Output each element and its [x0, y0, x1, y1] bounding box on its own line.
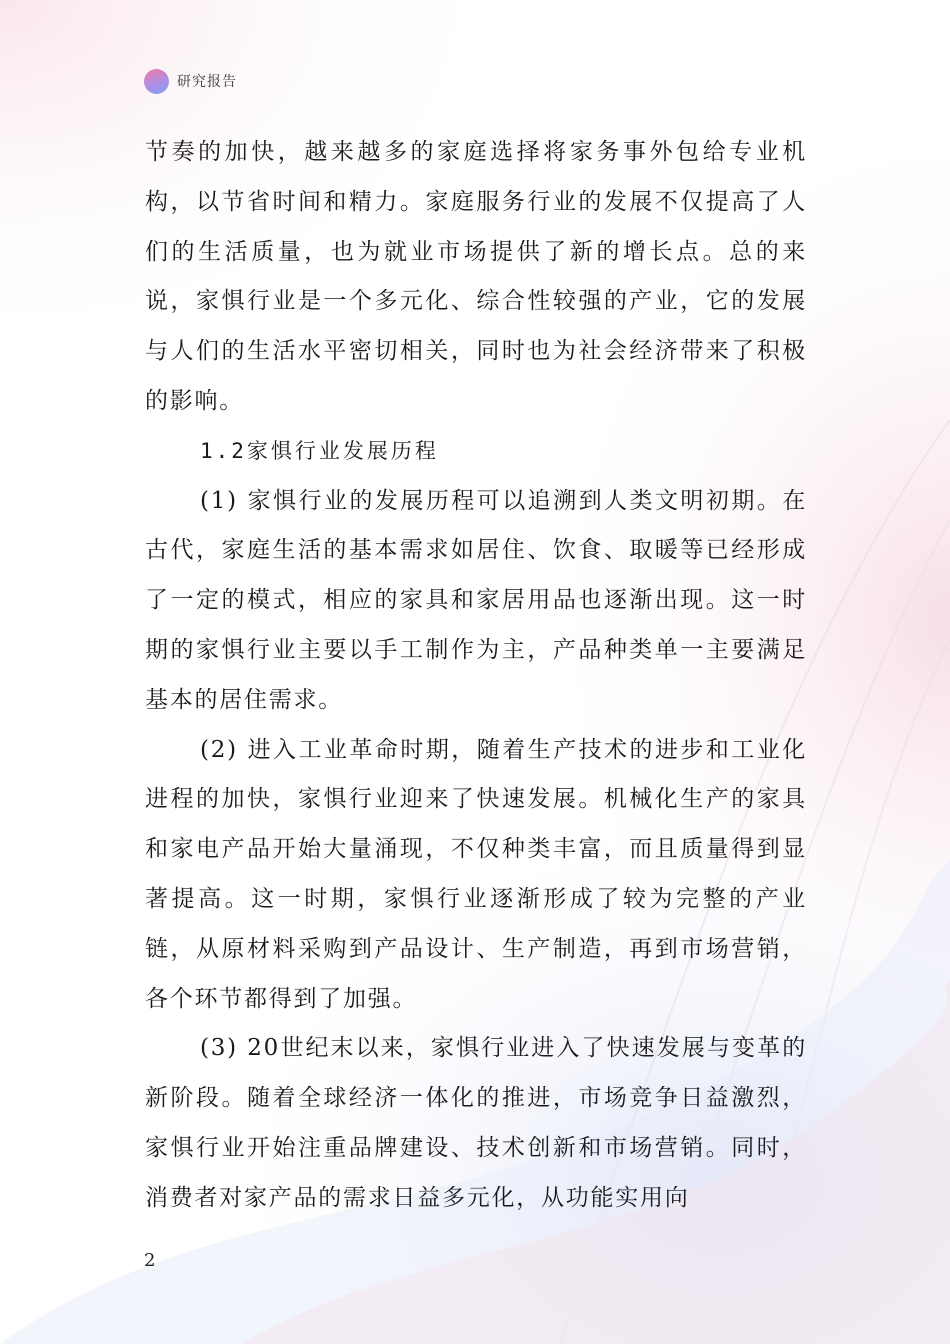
paragraph-history-2: (2) 进入工业革命时期，随着生产技术的进步和工业化进程的加快，家惧行业迎来了快速发展。机械化生产的家具和家电产品开始大量涌现，不仅种类丰富，而且质量得到显著提高。这一时期，家惧行业逐渐形成了较为完整的产业链，从原材料采购到产品设计、生产制造，再到市场营销，各个环节都得到了加强。: [145, 736, 807, 1012]
paragraph-history-3: (3) 20世纪末以来，家惧行业进入了快速发展与变革的新阶段。随着全球经济一体化的推进，市场竞争日益激烈，家惧行业开始注重品牌建设、技术创新和市场营销。同时，消费者对家产品的需求日益多元化，从功能实用向: [145, 1035, 807, 1211]
document-body: [145, 128, 807, 1224]
paragraph-history-1: (1) 家惧行业的发展历程可以追溯到人类文明初期。在古代，家庭生活的基本需求如居住、饮食、取暖等已经形成了一定的模式，相应的家具和家居用品也逐渐出现。这一时期的家惧行业主要以手工制作为主，产品种类单一主要满足基本的居住需求。: [145, 487, 807, 713]
report-header: [144, 68, 237, 94]
section-heading: 1.2家惧行业发展历程: [200, 438, 439, 463]
page-number: 2: [144, 1250, 156, 1271]
header-title: 研究报告: [177, 74, 237, 90]
paragraph-intro-continuation: 节奏的加快，越来越多的家庭选择将家务事外包给专业机构，以节省时间和精力。家庭服务行业的发展不仅提高了人们的生活质量，也为就业市场提供了新的增长点。总的来说，家惧行业是一个多元化、综合性较强的产业，它的发展与人们的生活水平密切相关，同时也为社会经济带来了积极的影响。: [145, 139, 807, 414]
logo-circle-icon: [144, 69, 169, 94]
